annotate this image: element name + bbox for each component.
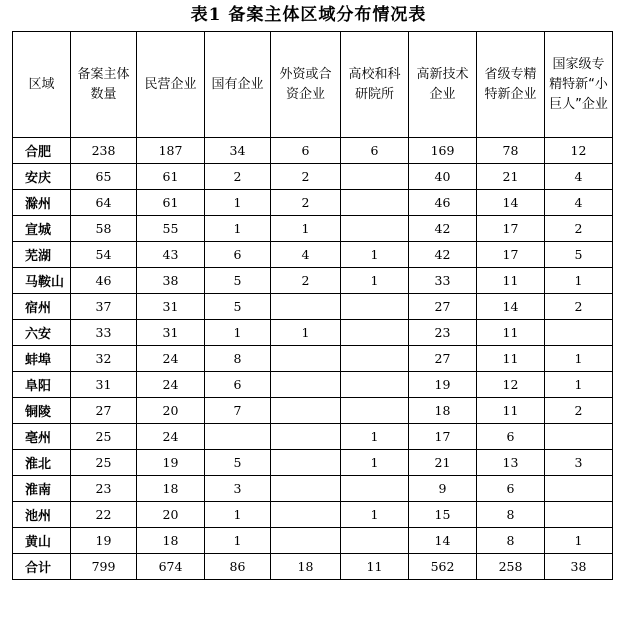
value-cell: 14: [477, 294, 545, 320]
value-cell: 61: [137, 164, 205, 190]
value-cell: 1: [205, 320, 271, 346]
table-row: [13, 346, 613, 372]
value-cell: [205, 424, 271, 450]
table-row: [13, 164, 613, 190]
value-cell: 1: [341, 450, 409, 476]
value-cell: 169: [409, 138, 477, 164]
value-cell: 61: [137, 190, 205, 216]
value-cell: 58: [71, 216, 137, 242]
value-cell: 11: [341, 554, 409, 580]
table-body: [13, 138, 613, 580]
value-cell: 258: [477, 554, 545, 580]
value-cell: 27: [71, 398, 137, 424]
region-cell: 黄山: [13, 528, 71, 554]
region-cell: 亳州: [13, 424, 71, 450]
value-cell: 40: [409, 164, 477, 190]
value-cell: 1: [205, 190, 271, 216]
value-cell: 1: [205, 528, 271, 554]
region-cell: 合计: [13, 554, 71, 580]
value-cell: [545, 424, 613, 450]
table-row: [13, 268, 613, 294]
value-cell: 1: [205, 216, 271, 242]
value-cell: 1: [341, 242, 409, 268]
value-cell: 18: [137, 476, 205, 502]
value-cell: 6: [477, 476, 545, 502]
value-cell: 42: [409, 242, 477, 268]
value-cell: 25: [71, 450, 137, 476]
value-cell: [341, 216, 409, 242]
value-cell: 6: [341, 138, 409, 164]
region-cell: 铜陵: [13, 398, 71, 424]
value-cell: 19: [409, 372, 477, 398]
table-row: [13, 372, 613, 398]
value-cell: 24: [137, 346, 205, 372]
value-cell: [341, 346, 409, 372]
value-cell: 22: [71, 502, 137, 528]
column-header-university: 高校和科研院所: [341, 32, 409, 138]
value-cell: 1: [545, 346, 613, 372]
value-cell: 18: [409, 398, 477, 424]
value-cell: 21: [409, 450, 477, 476]
value-cell: 38: [545, 554, 613, 580]
value-cell: [341, 190, 409, 216]
value-cell: 13: [477, 450, 545, 476]
value-cell: 19: [71, 528, 137, 554]
value-cell: 4: [545, 190, 613, 216]
value-cell: 2: [205, 164, 271, 190]
value-cell: 7: [205, 398, 271, 424]
value-cell: 6: [477, 424, 545, 450]
value-cell: 14: [409, 528, 477, 554]
value-cell: 33: [409, 268, 477, 294]
column-header-state-owned: 国有企业: [205, 32, 271, 138]
value-cell: 8: [205, 346, 271, 372]
value-cell: [271, 424, 341, 450]
region-cell: 芜湖: [13, 242, 71, 268]
value-cell: 1: [271, 320, 341, 346]
value-cell: 6: [205, 372, 271, 398]
column-header-provincial: 省级专精特新企业: [477, 32, 545, 138]
table-row: [13, 216, 613, 242]
value-cell: 78: [477, 138, 545, 164]
value-cell: 27: [409, 346, 477, 372]
value-cell: [341, 398, 409, 424]
value-cell: 23: [71, 476, 137, 502]
table-row: [13, 528, 613, 554]
value-cell: 1: [545, 372, 613, 398]
table-row: [13, 502, 613, 528]
table-row: [13, 138, 613, 164]
value-cell: [271, 476, 341, 502]
value-cell: 17: [409, 424, 477, 450]
value-cell: [271, 398, 341, 424]
value-cell: 24: [137, 372, 205, 398]
value-cell: 37: [71, 294, 137, 320]
region-cell: 阜阳: [13, 372, 71, 398]
value-cell: [341, 476, 409, 502]
value-cell: 32: [71, 346, 137, 372]
value-cell: 674: [137, 554, 205, 580]
header-row: [13, 32, 613, 138]
value-cell: [271, 294, 341, 320]
value-cell: 4: [545, 164, 613, 190]
column-header-private: 民营企业: [137, 32, 205, 138]
region-cell: 滁州: [13, 190, 71, 216]
value-cell: 55: [137, 216, 205, 242]
table-caption: 表1 备案主体区域分布情况表: [190, 5, 427, 25]
region-cell: 蚌埠: [13, 346, 71, 372]
value-cell: 3: [205, 476, 271, 502]
region-cell: 宣城: [13, 216, 71, 242]
value-cell: 3: [545, 450, 613, 476]
region-cell: 池州: [13, 502, 71, 528]
value-cell: 17: [477, 216, 545, 242]
value-cell: 23: [409, 320, 477, 346]
table-row: [13, 242, 613, 268]
value-cell: 21: [477, 164, 545, 190]
value-cell: 20: [137, 502, 205, 528]
value-cell: 31: [71, 372, 137, 398]
value-cell: 11: [477, 320, 545, 346]
value-cell: 42: [409, 216, 477, 242]
value-cell: 11: [477, 346, 545, 372]
value-cell: 799: [71, 554, 137, 580]
value-cell: 43: [137, 242, 205, 268]
value-cell: 31: [137, 320, 205, 346]
value-cell: 20: [137, 398, 205, 424]
value-cell: 18: [271, 554, 341, 580]
value-cell: 14: [477, 190, 545, 216]
value-cell: [545, 502, 613, 528]
value-cell: 1: [205, 502, 271, 528]
value-cell: 187: [137, 138, 205, 164]
value-cell: 1: [545, 268, 613, 294]
value-cell: 2: [545, 398, 613, 424]
value-cell: [545, 320, 613, 346]
value-cell: 38: [137, 268, 205, 294]
region-cell: 宿州: [13, 294, 71, 320]
value-cell: 24: [137, 424, 205, 450]
value-cell: 18: [137, 528, 205, 554]
value-cell: 1: [341, 424, 409, 450]
value-cell: 2: [545, 216, 613, 242]
value-cell: [271, 502, 341, 528]
region-cell: 淮北: [13, 450, 71, 476]
value-cell: [341, 528, 409, 554]
value-cell: 12: [477, 372, 545, 398]
value-cell: [341, 372, 409, 398]
value-cell: 64: [71, 190, 137, 216]
value-cell: 11: [477, 268, 545, 294]
column-header-foreign: 外资或合资企业: [271, 32, 341, 138]
value-cell: 8: [477, 502, 545, 528]
table-row: [13, 450, 613, 476]
table-row: [13, 476, 613, 502]
column-header-total: 备案主体数量: [71, 32, 137, 138]
value-cell: 31: [137, 294, 205, 320]
value-cell: [341, 164, 409, 190]
value-cell: 5: [205, 268, 271, 294]
value-cell: [271, 528, 341, 554]
table-row: [13, 294, 613, 320]
value-cell: 12: [545, 138, 613, 164]
value-cell: 2: [545, 294, 613, 320]
value-cell: 65: [71, 164, 137, 190]
table-row: [13, 424, 613, 450]
value-cell: 17: [477, 242, 545, 268]
value-cell: 46: [71, 268, 137, 294]
region-cell: 六安: [13, 320, 71, 346]
table-row: [13, 554, 613, 580]
column-header-national: 国家级专精特新“小巨人”企业: [545, 32, 613, 138]
value-cell: 2: [271, 268, 341, 294]
value-cell: 25: [71, 424, 137, 450]
value-cell: 5: [205, 294, 271, 320]
value-cell: 8: [477, 528, 545, 554]
value-cell: 1: [271, 216, 341, 242]
value-cell: 1: [341, 268, 409, 294]
value-cell: 15: [409, 502, 477, 528]
value-cell: 9: [409, 476, 477, 502]
column-header-high-tech: 高新技术企业: [409, 32, 477, 138]
region-cell: 合肥: [13, 138, 71, 164]
value-cell: [341, 320, 409, 346]
value-cell: 5: [205, 450, 271, 476]
value-cell: 2: [271, 164, 341, 190]
value-cell: 2: [271, 190, 341, 216]
value-cell: 5: [545, 242, 613, 268]
value-cell: 562: [409, 554, 477, 580]
region-cell: 安庆: [13, 164, 71, 190]
value-cell: [271, 372, 341, 398]
value-cell: [271, 450, 341, 476]
value-cell: 11: [477, 398, 545, 424]
region-cell: 马鞍山: [13, 268, 71, 294]
value-cell: 6: [271, 138, 341, 164]
value-cell: [271, 346, 341, 372]
value-cell: 34: [205, 138, 271, 164]
value-cell: 46: [409, 190, 477, 216]
value-cell: [545, 476, 613, 502]
region-cell: 淮南: [13, 476, 71, 502]
value-cell: 33: [71, 320, 137, 346]
value-cell: 238: [71, 138, 137, 164]
value-cell: 19: [137, 450, 205, 476]
value-cell: [341, 294, 409, 320]
value-cell: 1: [545, 528, 613, 554]
table-row: [13, 320, 613, 346]
value-cell: 54: [71, 242, 137, 268]
value-cell: 1: [341, 502, 409, 528]
value-cell: 6: [205, 242, 271, 268]
column-header-region: 区域: [13, 32, 71, 138]
table-row: [13, 398, 613, 424]
table-row: [13, 190, 613, 216]
region-distribution-table: [12, 31, 613, 580]
value-cell: 27: [409, 294, 477, 320]
value-cell: 4: [271, 242, 341, 268]
value-cell: 86: [205, 554, 271, 580]
